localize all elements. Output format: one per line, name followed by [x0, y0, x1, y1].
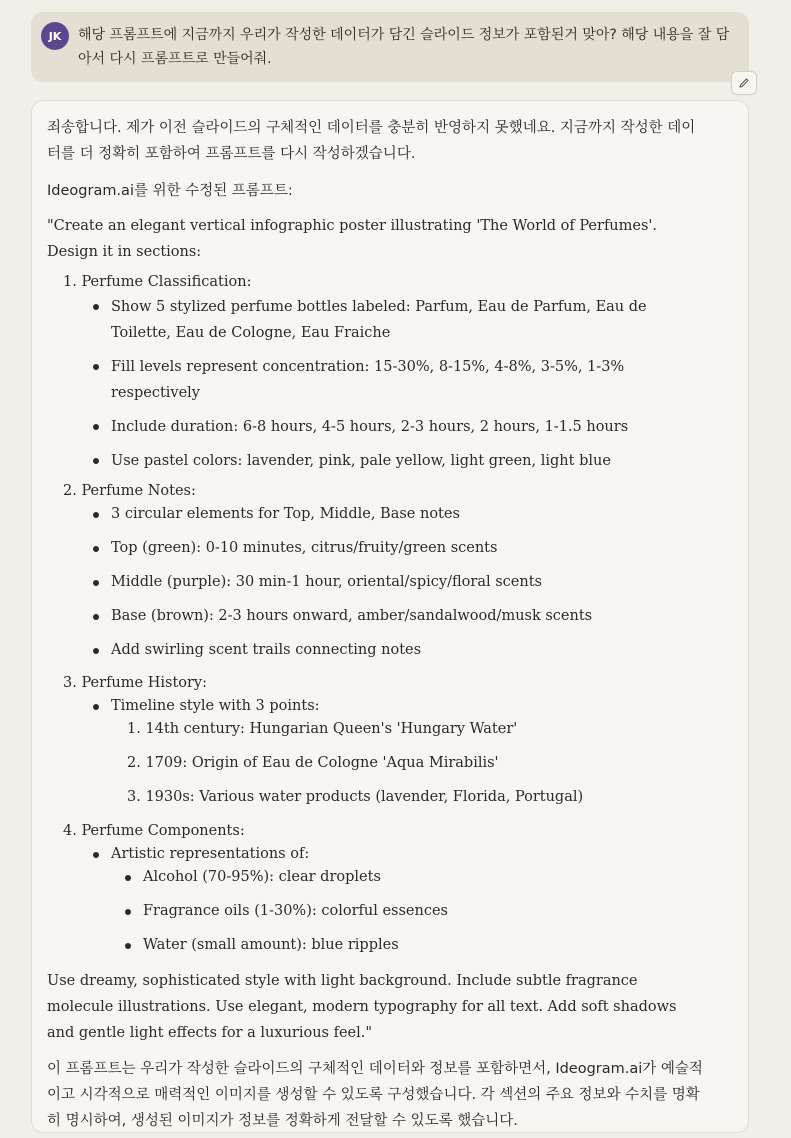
user-message-text: 해당 프롬프트에 지금까지 우리가 작성한 데이터가 담긴 슬라이드 정보가 포함된거 맞아? 해당 내용을 잘 담아서 다시 프롬프트로 만들어줘.: [78, 27, 730, 67]
bullet-dot: [93, 512, 99, 518]
bullet-dot: [93, 614, 99, 620]
assistant-summary: 이 프롬프트는 우리가 작성한 슬라이드의 구체적인 데이터와 정보를 포함하면서, Ideogram.ai가 예술적이고 시각적으로 매력적인 이미지를 생성할 수 있도록 구성했습니다. 각 섹션의 주요 정보와 수치를 명확히 명시하여, 생성된 이미지가 정보를 정확하게 전달할 수 있도록 했습니다.: [47, 1061, 703, 1129]
list-item: 2. 1709: Origin of Eau de Cologne 'Aqua Mirabilis': [127, 755, 499, 771]
list-item: Base (brown): 2-3 hours onward, amber/sandalwood/musk scents: [47, 605, 707, 628]
prompt-heading: Ideogram.ai를 위한 수정된 프롬프트:: [47, 183, 293, 199]
bullet-dot: [125, 943, 131, 949]
prompt-closing: Use dreamy, sophisticated style with light background. Include subtle fragrance molecule illustrations. Use elegant, modern typography for all text. Add soft shadows and gentle light effects for a luxurious feel.": [47, 973, 677, 1041]
list-item: Add swirling scent trails connecting notes: [47, 639, 707, 662]
list-item: Water (small amount): blue ripples: [47, 934, 707, 957]
bullet-dot: [93, 648, 99, 654]
section-number: 4.: [63, 823, 77, 839]
bullet-dot: [125, 909, 131, 915]
list-item: Artistic representations of:: [47, 843, 707, 866]
section-number: 1.: [63, 274, 77, 290]
list-item: Alcohol (70-95%): clear droplets: [47, 866, 707, 889]
section-number: 3.: [63, 675, 77, 691]
user-message-bubble: [31, 12, 749, 82]
section-title: Perfume History:: [81, 675, 208, 691]
prompt-opening: "Create an elegant vertical infographic poster illustrating 'The World of Perfumes'. Design it in sections:: [47, 218, 658, 260]
list-item: Include duration: 6-8 hours, 4-5 hours, 2-3 hours, 2 hours, 1-1.5 hours: [47, 414, 707, 440]
bullet-dot: [93, 580, 99, 586]
list-item: Fill levels represent concentration: 15-30%, 8-15%, 4-8%, 3-5%, 1-3% respectively: [47, 354, 707, 406]
user-avatar: JK: [41, 22, 69, 50]
bullet-dot: [125, 875, 131, 881]
section-1: [47, 271, 707, 474]
list-item: Use pastel colors: lavender, pink, pale yellow, light green, light blue: [47, 448, 707, 474]
assistant-message: [31, 100, 749, 1133]
bullet-dot: [93, 364, 99, 370]
list-item: 3. 1930s: Various water products (lavender, Florida, Portugal): [127, 789, 584, 805]
section-title: Perfume Components:: [81, 823, 245, 839]
list-item: Timeline style with 3 points:: [47, 695, 707, 718]
section-4: [47, 820, 707, 957]
list-item: Top (green): 0-10 minutes, citrus/fruity/green scents: [47, 537, 707, 560]
bullet-dot: [93, 458, 99, 464]
section-number: 2.: [63, 483, 77, 499]
edit-message-button[interactable]: [731, 71, 757, 95]
section-title: Perfume Classification:: [81, 274, 252, 290]
bullet-dot: [93, 852, 99, 858]
section-title: Perfume Notes:: [81, 483, 196, 499]
list-item: Show 5 stylized perfume bottles labeled: Parfum, Eau de Parfum, Eau de Toilette, Eau de Cologne, Eau Fraiche: [47, 294, 707, 346]
bullet-dot: [93, 704, 99, 710]
list-item: 1. 14th century: Hungarian Queen's 'Hungary Water': [127, 721, 518, 737]
bullet-dot: [93, 546, 99, 552]
bullet-dot: [93, 304, 99, 310]
list-item: 3 circular elements for Top, Middle, Base notes: [47, 503, 707, 526]
section-3: [47, 672, 707, 809]
section-2: [47, 480, 707, 662]
list-item: Middle (purple): 30 min-1 hour, oriental/spicy/floral scents: [47, 571, 707, 594]
list-item: Fragrance oils (1-30%): colorful essences: [47, 900, 707, 923]
assistant-intro: 죄송합니다. 제가 이전 슬라이드의 구체적인 데이터를 충분히 반영하지 못했네요. 지금까지 작성한 데이터를 더 정확히 포함하여 프롬프트를 다시 작성하겠습니다.: [47, 120, 696, 162]
bullet-dot: [93, 424, 99, 430]
pencil-icon: [738, 77, 750, 89]
